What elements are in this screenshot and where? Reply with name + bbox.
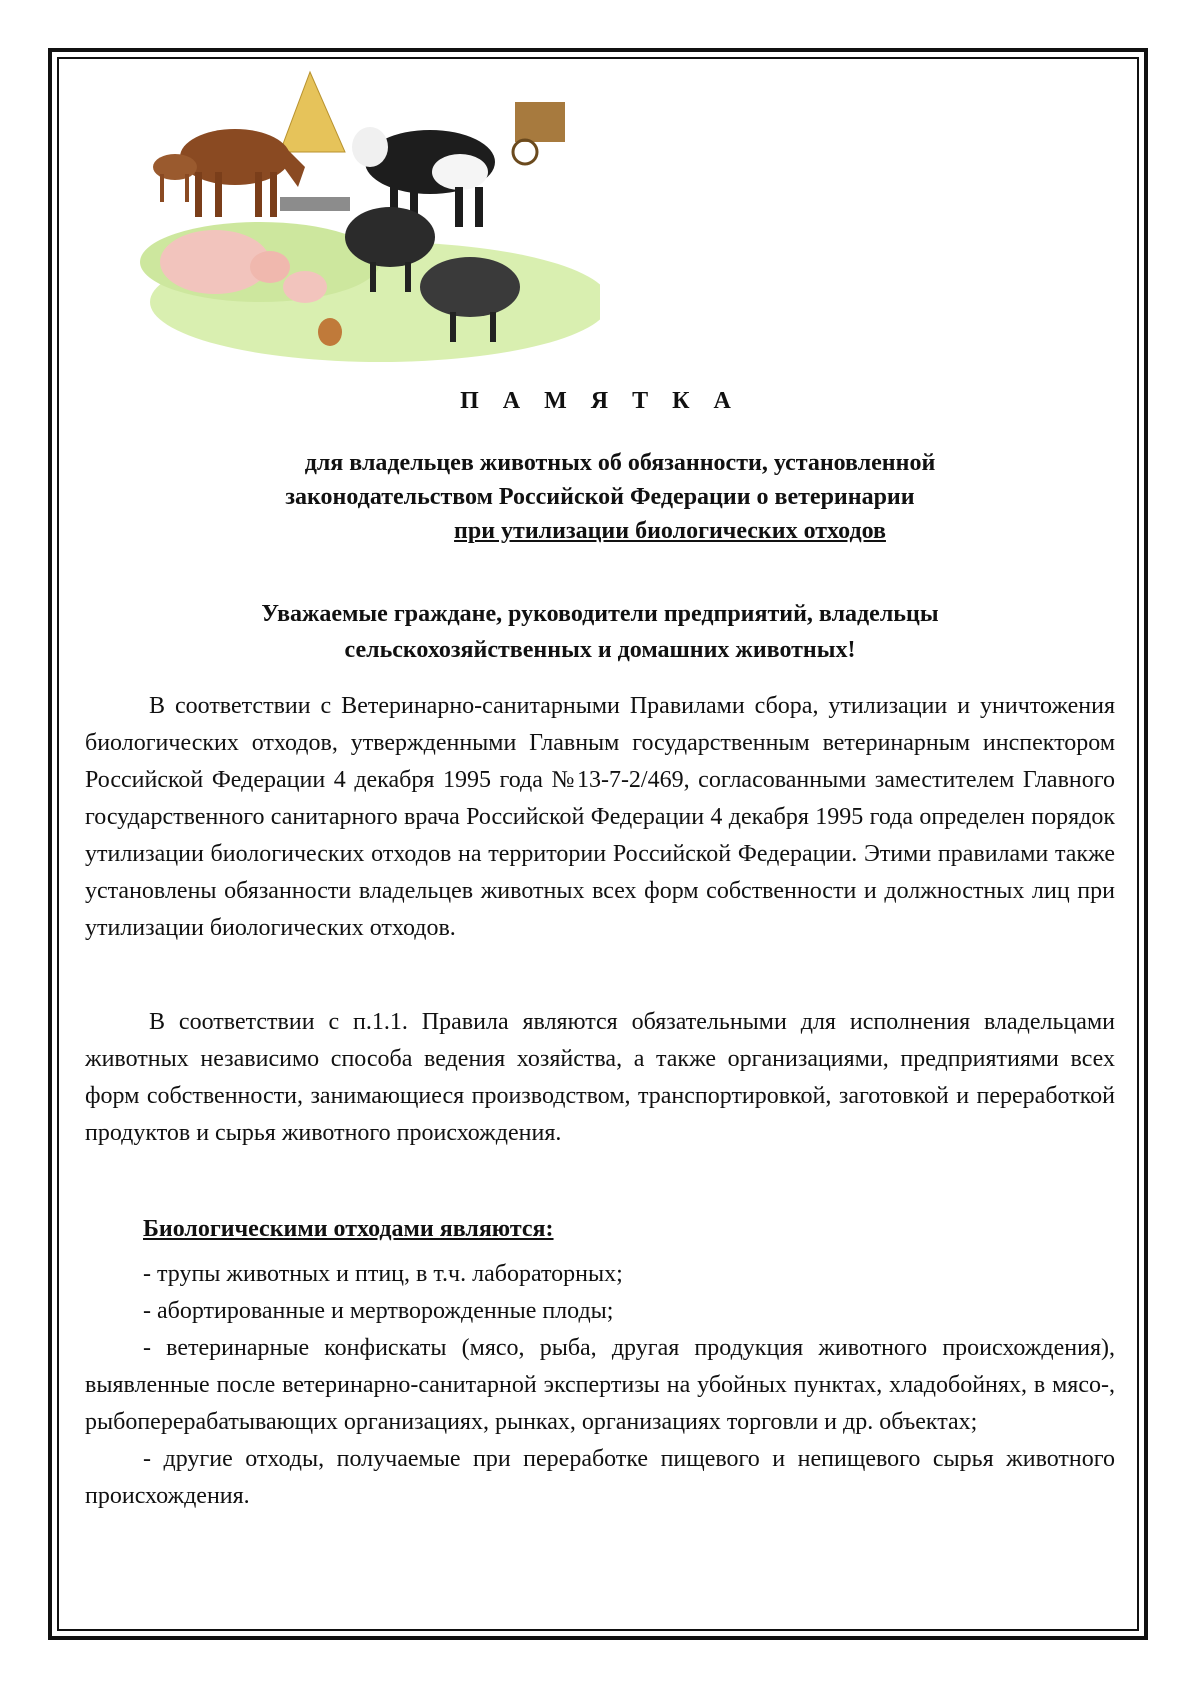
paragraph-1-text: В соответствии с Ветеринарно-санитарными Правилами сбора, утилизации и уничтожения биологических отходов, утвержденными Главным государственным ветеринарным инспектором Российской Федерации 4 декабря 1995 года №13-7-2/469, согласованными заместителем Главного государственного санитарного врача Российской Федерации 4 декабря 1995 года определен порядок утилизации биологических отходов на территории Российской Федерации. Этими правилами также установлены обязанности владельцев животных всех форм собственности и должностных лиц при утилизации биологических отходов.	[85, 693, 1115, 941]
trough	[280, 197, 350, 211]
list-item: - ветеринарные конфискаты (мясо, рыба, другая продукция животного происхождения), выявленные после ветеринарно-санитарной экспертизы на убойных пунктах, хладобойнях, в мясо-, рыбоперерабатывающих организациях, рынках, организациях торговли и др. объектах;	[85, 1335, 1115, 1435]
haystack	[280, 72, 345, 152]
paragraph-2-text: В соответствии с п.1.1. Правила являются обязательными для исполнения владельцами животных независимо способа ведения хозяйства, а также организациями, предприятиями всех форм собственности, занимающиеся производством, транспортировкой, заготовкой и переработкой продуктов и сырья животного происхождения.	[85, 1009, 1115, 1146]
farm-animals-illustration	[140, 62, 600, 362]
greeting	[150, 596, 1050, 668]
subtitle-line-2: законодательством Российской Федерации о ветеринарии	[285, 484, 915, 510]
puppy	[318, 318, 342, 346]
list-item: - трупы животных и птиц, в т.ч. лабораторных;	[143, 1261, 623, 1287]
document-subtitle	[160, 446, 1040, 548]
waste-list	[85, 1256, 1115, 1515]
list-item: - другие отходы, получаемые при переработке пищевого и непищевого сырья животного происхождения.	[85, 1446, 1115, 1509]
foal	[153, 154, 197, 202]
document-title: П А М Я Т К А	[460, 388, 740, 414]
section-heading: Биологическими отходами являются:	[143, 1216, 554, 1242]
subtitle-line-1: для владельцев животных об обязанности, установленной	[304, 450, 936, 476]
subtitle-line-3: при утилизации биологических отходов	[454, 518, 886, 544]
greeting-line-1: Уважаемые граждане, руководители предприятий, владельцы	[261, 601, 939, 627]
paragraph-2	[85, 1004, 1115, 1152]
cart	[513, 102, 565, 164]
list-item: - абортированные и мертворожденные плоды;	[143, 1298, 614, 1324]
greeting-line-2: сельскохозяйственных и домашних животных!	[344, 637, 856, 663]
paragraph-1	[85, 688, 1115, 947]
